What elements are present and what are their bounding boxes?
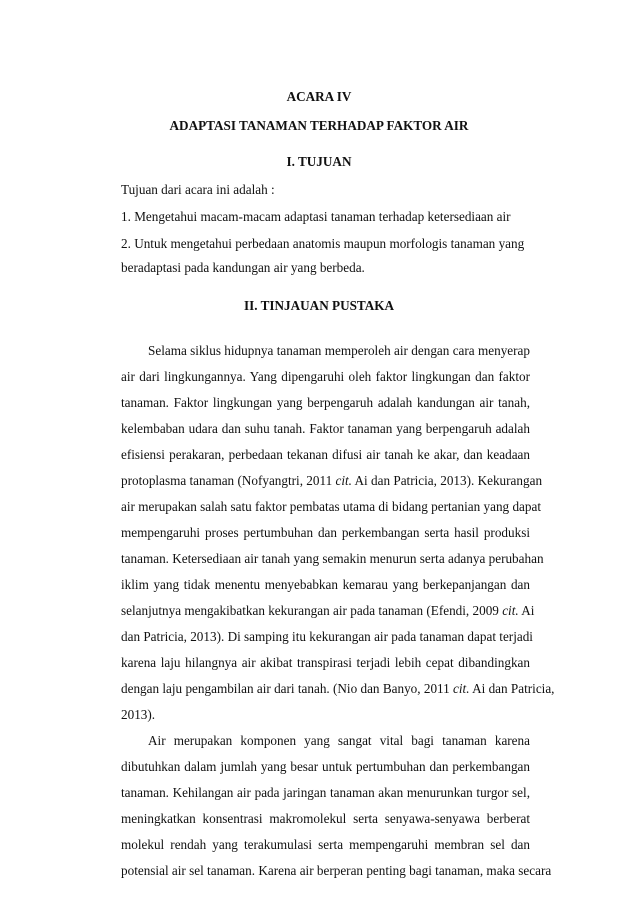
paragraph-line: efisiensi perakaran, perbedaan tekanan difusi air tanah ke akar, dan keadaan (121, 447, 530, 462)
paragraph-line: potensial air sel tanaman. Karena air berperan penting bagi tanaman, maka secara (121, 863, 552, 878)
chapter-title: ACARA IV (286, 89, 352, 104)
paragraph-line (121, 680, 555, 698)
paragraph-line: air merupakan salah satu faktor pembatas utama di bidang pertanian yang dapat (121, 499, 542, 514)
paragraph-line (121, 602, 535, 620)
section-heading-tinjauan: II. TINJAUAN PUSTAKA (243, 298, 395, 313)
citation-cit: cit. (502, 603, 519, 618)
paragraph-line: Selama siklus hidupnya tanaman memperoleh air dengan cara menyerap (148, 343, 530, 358)
paragraph-line: 2013). (121, 707, 156, 722)
section-heading-tujuan: I. TUJUAN (286, 154, 352, 169)
paragraph-line: air dari lingkungannya. Yang dipengaruhi oleh faktor lingkungan dan faktor (121, 369, 530, 384)
citation-cit: cit. (335, 473, 352, 488)
paragraph-line: dibutuhkan dalam jumlah yang besar untuk pertumbuhan dan perkembangan (121, 759, 530, 774)
paragraph-line: tanaman. Faktor lingkungan yang berpengaruh adalah kandungan air tanah, (121, 395, 530, 410)
paragraph-line: meningkatkan konsentrasi makromolekul serta senyawa-senyawa berberat (121, 811, 530, 826)
paragraph-line: kelembaban udara dan suhu tanah. Faktor tanaman yang berpengaruh adalah (121, 421, 530, 436)
text-segment: selanjutnya mengakibatkan kekurangan air pada tanaman (Efendi, 2009 (121, 603, 503, 618)
text-segment: dengan laju pengambilan air dari tanah. (Nio dan Banyo, 2011 (121, 681, 454, 696)
paragraph-line: tanaman. Kehilangan air pada jaringan tanaman akan menurunkan turgor sel, (121, 785, 530, 800)
paragraph-line: tanaman. Ketersediaan air tanah yang semakin menurun serta adanya perubahan (121, 551, 544, 566)
paragraph-line: mempengaruhi proses pertumbuhan dan perkembangan serta hasil produksi (121, 525, 530, 540)
paragraph-line: karena laju hilangnya air akibat transpirasi terjadi lebih cepat dibandingkan (121, 655, 530, 670)
tujuan-intro: Tujuan dari acara ini adalah : (121, 182, 275, 197)
document-title: ADAPTASI TANAMAN TERHADAP FAKTOR AIR (169, 118, 469, 133)
paragraph-line: iklim yang tidak menentu menyebabkan kemarau yang berkepanjangan dan (121, 577, 530, 592)
tujuan-item-2-cont: beradaptasi pada kandungan air yang berbeda. (121, 260, 365, 275)
paragraph-line (121, 472, 543, 490)
citation-cit: cit. (453, 681, 470, 696)
paragraph-line: molekul rendah yang terakumulasi serta mempengaruhi membran sel dan (121, 837, 530, 852)
paragraph-line: Air merupakan komponen yang sangat vital bagi tanaman karena (148, 733, 530, 748)
paragraph-line: dan Patricia, 2013). Di samping itu kekurangan air pada tanaman dapat terjadi (121, 629, 533, 644)
text-segment: protoplasma tanaman (Nofyangtri, 2011 (121, 473, 336, 488)
text-segment: Ai dan Patricia, (469, 681, 555, 696)
tujuan-item-1: 1. Mengetahui macam-macam adaptasi tanaman terhadap ketersediaan air (121, 209, 511, 224)
tujuan-item-2: 2. Untuk mengetahui perbedaan anatomis maupun morfologis tanaman yang (121, 236, 525, 251)
text-segment: Ai (518, 603, 535, 618)
text-segment: Ai dan Patricia, 2013). Kekurangan (351, 473, 543, 488)
